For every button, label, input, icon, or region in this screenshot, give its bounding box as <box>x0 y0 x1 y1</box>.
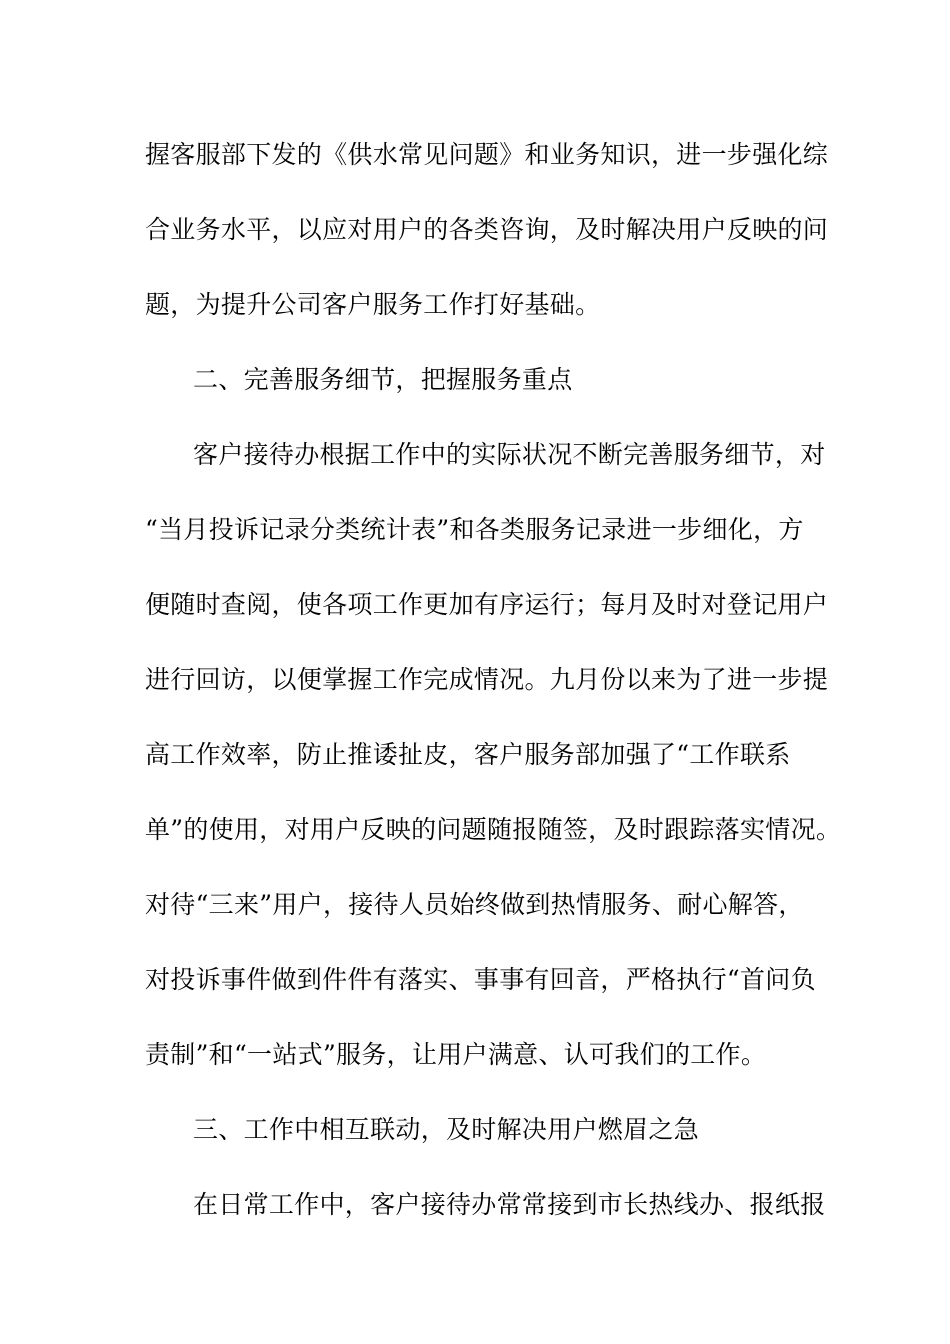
text-line: 在日常工作中，客户接待办常常接到市长热线办、报纸报 <box>193 1190 826 1219</box>
text-line: 对待“三来”用户，接待人员始终做到热情服务、耐心解答， <box>145 890 804 919</box>
text-line: 对投诉事件做到件件有落实、事事有回音，严格执行“首问负 <box>145 965 816 994</box>
text-line: 高工作效率，防止推诿扯皮，客户服务部加强了“工作联系 <box>145 740 791 769</box>
text-line: “当月投诉记录分类统计表”和各类服务记录进一步细化，方 <box>145 515 804 544</box>
text-line: 便随时查阅，使各项工作更加有序运行；每月及时对登记用户 <box>145 590 829 619</box>
text-line: 题，为提升公司客户服务工作打好基础。 <box>145 290 601 319</box>
text-line: 进行回访，以便掌握工作完成情况。九月份以来为了进一步提 <box>145 665 829 694</box>
text-line: 握客服部下发的《供水常见问题》和业务知识，进一步强化综 <box>145 140 829 169</box>
text-line: 客户接待办根据工作中的实际状况不断完善服务细节，对 <box>193 440 826 469</box>
text-line: 责制”和“一站式”服务，让用户满意、认可我们的工作。 <box>145 1040 767 1069</box>
document-body <box>145 130 842 1255</box>
section-heading: 三、工作中相互联动，及时解决用户燃眉之急 <box>193 1115 700 1144</box>
text-line: 单”的使用，对用户反映的问题随报随签，及时跟踪落实情况。 <box>145 815 842 844</box>
section-heading: 二、完善服务细节，把握服务重点 <box>193 365 573 394</box>
text-line: 合业务水平，以应对用户的各类咨询，及时解决用户反映的问 <box>145 215 829 244</box>
